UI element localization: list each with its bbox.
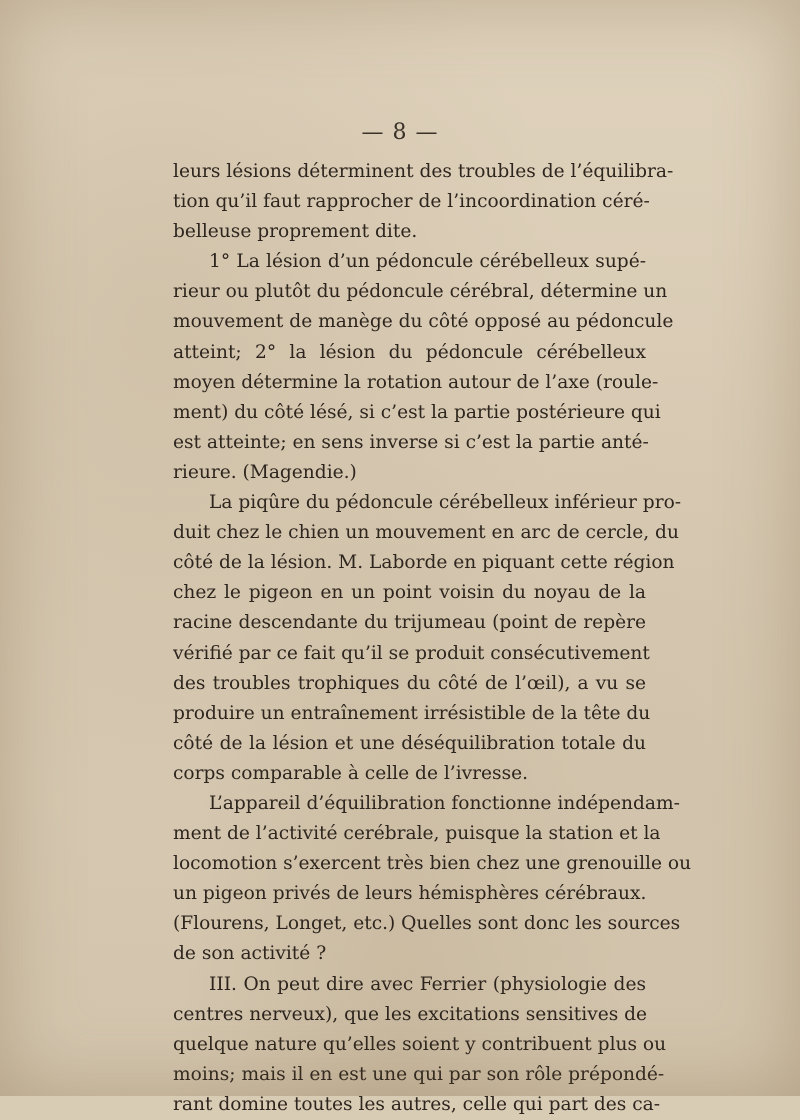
text-line: La piqûre du pédoncule cérébelleux inférieur pro- bbox=[209, 492, 682, 514]
text-line: locomotion s’exercent très bien chez une grenouille ou bbox=[173, 853, 692, 875]
text-line: quelque nature qu’elles soient y contribuent plus ou bbox=[173, 1033, 667, 1055]
text-line: ment de l’activité cerébrale, puisque la station et la bbox=[173, 823, 661, 845]
text-line: belleuse proprement dite. bbox=[173, 221, 418, 243]
text-line: un pigeon privés de leurs hémisphères cérébraux. bbox=[173, 883, 647, 905]
text-line: III. On peut dire avec Ferrier (physiologie des bbox=[209, 973, 646, 995]
text-line: tion qu’il faut rapprocher de l’incoordination céré- bbox=[173, 191, 650, 213]
text-line: côté de la lésion. M. Laborde en piquant cette région bbox=[173, 552, 675, 574]
text-line: chez le pigeon en un point voisin du noyau de la bbox=[173, 582, 646, 604]
text-line: moyen détermine la rotation autour de l’axe (roule- bbox=[173, 371, 659, 393]
text-line: leurs lésions déterminent des troubles de l’équilibra- bbox=[173, 161, 674, 182]
text-line: rant domine toutes les autres, celle qui part des ca- bbox=[173, 1093, 661, 1115]
page-number: — 8 — bbox=[361, 120, 439, 145]
body-text bbox=[173, 157, 692, 1120]
text-line: rieur ou plutôt du pédoncule cérébral, détermine un bbox=[173, 281, 668, 303]
text-line: corps comparable à celle de l’ivresse. bbox=[173, 762, 529, 784]
text-line: 1° La lésion d’un pédoncule cérébelleux supé- bbox=[209, 251, 646, 273]
text-line: centres nerveux), que les excitations sensitives de bbox=[173, 1003, 648, 1025]
text-line: côté de la lésion et une déséquilibration totale du bbox=[173, 732, 646, 754]
text-line: des troubles trophiques du côté de l’œil), a vu se bbox=[173, 672, 646, 694]
text-line: mouvement de manège du côté opposé au pédoncule bbox=[173, 311, 674, 333]
text-line: racine descendante du trijumeau (point de repère bbox=[173, 612, 646, 634]
text-line: (Flourens, Longet, etc.) Quelles sont donc les sources bbox=[173, 913, 681, 935]
text-line: L’appareil d’équilibration fonctionne indépendam- bbox=[209, 792, 680, 814]
text-line: rieure. (Magendie.) bbox=[173, 461, 357, 483]
text-line: moins; mais il en est une qui par son rôle prépondé- bbox=[173, 1063, 665, 1085]
text-line: ment) du côté lésé, si c’est la partie postérieure qui bbox=[173, 401, 661, 423]
text-line: atteint; 2° la lésion du pédoncule cérébelleux bbox=[173, 341, 646, 363]
text-line: est atteinte; en sens inverse si c’est la partie anté- bbox=[173, 431, 649, 453]
text-line: duit chez le chien un mouvement en arc de cercle, du bbox=[173, 522, 679, 544]
text-line: vérifié par ce fait qu’il se produit consécutivement bbox=[173, 642, 650, 664]
text-line: produire un entraînement irrésistible de la tête du bbox=[173, 702, 651, 724]
text-line: de son activité ? bbox=[173, 943, 327, 965]
